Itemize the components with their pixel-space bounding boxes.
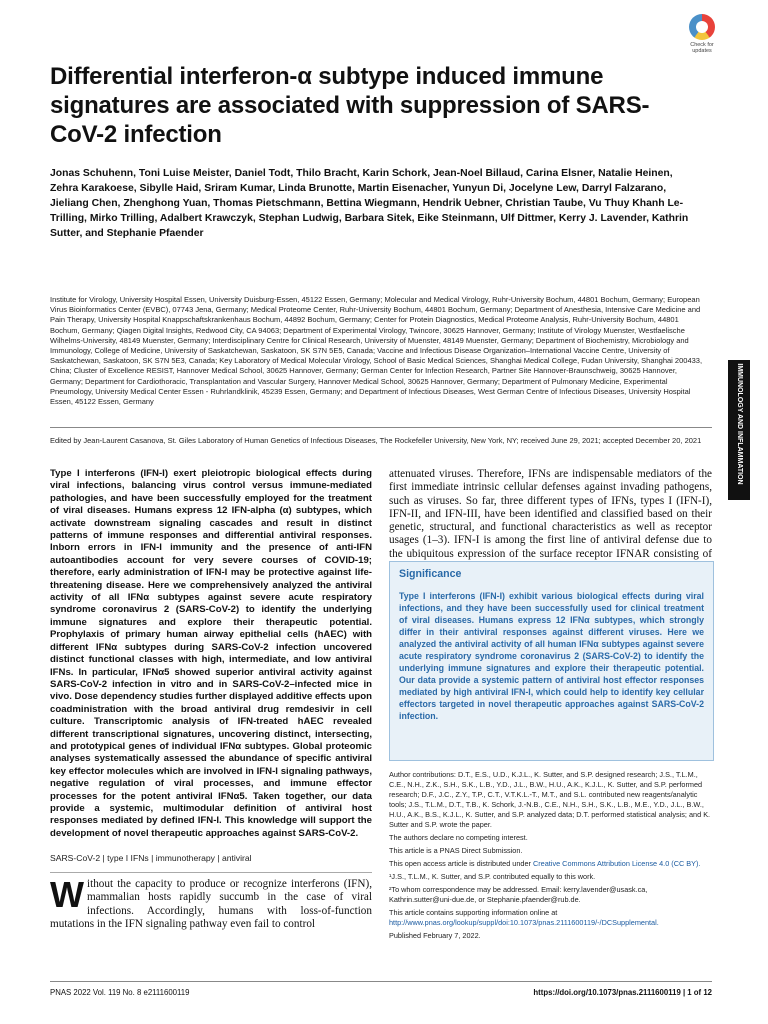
supporting-info [389, 908, 712, 928]
crossmark-icon [689, 14, 715, 40]
keywords: SARS-CoV-2 | type I IFNs | immunotherapy | antiviral [50, 853, 252, 863]
footer-doi[interactable]: https://doi.org/10.1073/pnas.2111600119 | 1 of 12 [533, 988, 712, 997]
license-note [389, 859, 712, 869]
author-contributions: Author contributions: D.T., E.S., U.D., K.J.L., K. Sutter, and S.P. designed research; J.S., T.L.M., C.E., N.H., Z.K., S.H., S.K., L.B., Y.D., J.L., B.W., H.U., A.K., K.J.L., K. Sutter, and S.P. performed research; D.F., J.C., Z.Y., T.P., C.T., V.T.K.L.-T., M.T., and S.L. contributed new reagents/analytic tools; J.S., T.L.M., D.T., T.B., K. Schork, J.-N.B., C.E., N.H., S.H., S.K., L.B., M.E., Y.D., J.L., B.W., H.U., A.K., B.S., K.J.L., K. Sutter, and S.P. analyzed data; D.T. performed statistical analysis; and K. Sutter and S.P. wrote the paper. [389, 770, 711, 829]
license-prefix: This open access article is distributed under [389, 859, 533, 868]
badge-line2: updates [692, 48, 712, 54]
body-text-right: attenuated viruses. Therefore, IFNs are indispensable mediators of the first immediate intrinsic cellular defenses against invading pathogens, such as viruses. So far, three different types of IFNs, types I (IFN-I), IFN-II, and IFN-III, have been identified and classified based on their genetic, structural, and functional characteristics as well as receptor usages (1–3). IFN-I is among the first line of antiviral defense due to the ubiquitous expression of the surface receptor IFNAR consisting of [389, 468, 712, 560]
section-tab-label: IMMUNOLOGY AND INFLAMMATION [736, 363, 743, 485]
edited-by: Edited by Jean-Laurent Casanova, St. Giles Laboratory of Human Genetics of Infectious Diseases, The Rockefeller University, New York, NY; received June 29, 2021; accepted December 20, 2021 [50, 436, 702, 445]
author-list: Jonas Schuhenn, Toni Luise Meister, Daniel Todt, Thilo Bracht, Karin Schork, Jean-Noel Billaud, Carina Elsner, Natalie Heinen, Zehra Karakoese, Sibylle Haid, Sriram Kumar, Linda Brunotte, Martin Eisenacher, Yunyun Di, Jocelyne Lew, Darryl Falzarano, Jieliang Chen, Zhenghong Yuan, Thomas Pietschmann, Bettina Wiegmann, Hendrik Uebner, Christian Taube, Vu Thuy Khanh Le-Trilling, Mirko Trilling, Adalbert Krawczyk, Stephan Ludwig, Barbara Sitek, Eike Steinmann, Ulf Dittmer, Kerry J. Lavender, Kathrin Sutter, and Stephanie Pfaender [50, 168, 689, 239]
paper-title: Differential interferon-α subtype induced immune signatures are associated with suppression of SARS-CoV-2 infection [50, 63, 650, 148]
badge-line1: Check for [690, 42, 714, 48]
affiliations: Institute for Virology, University Hospital Essen, University Duisburg-Essen, 45122 Essen, Germany; Molecular and Medical Virology, Ruhr-University Bochum, 44801 Bochum, Germany; European Virus Bioinformatics Center (EVBC), 07743 Jena, Germany; Medical Proteome Center, Ruhr-University Bochum, 44801 Bochum, Germany; Department of Anesthesia, Intensive Care Medicine and Pain Therapy, University Hospital Knappschaftskrankenhaus Bochum, 44892 Bochum, Germany; Center for Protein Diagnostics, Medical Proteome Analysis, Ruhr-University Bochum, 44801 Bochum, Germany; Qiagen Digital Insights, Redwood City, CA 94063; Department of Experimental Virology, Twincore, 30625 Hannover, Germany; Institute of Virology Muenster, Westfaelische Wilhelms-University, 48149 Muenster, Germany; Interdisciplinary Centre for Clinical Research, University of Muenster, 48149 Muenster, Germany; Department of Biochemistry, Microbiology and Immunology, College of Medicine, University of Saskatchewan, Saskatoon, SK S7N 5E5, Canada; Vaccine and Infectious Disease Organization–International Vaccine Centre, University of Saskatchewan, Saskatoon, SK S7N 5E3, Canada; Key Laboratory of Medical Molecular Virology, School of Basic Medical Sciences, Shanghai Medical College, Fudan University, Shanghai 200433, China; Cluster of Excellence RESIST, Hannover Medical School, 30625 Hannover, Germany; German Center for Infection Research, Partner Site Hannover-Braunschweig, 30625 Hannover, Germany; Department for Cardiothoracic, Transplantation and Vascular Surgery, Hannover Medical School, 30625 Hannover, Germany; Department of Pulmonary Medicine, Experimental Pneumology, University Medical Center Essen - Ruhrlandklinik, 45239 Essen, Germany; and Department of Infectious Diseases, West German Centre of Infectious Diseases, University Hospital Essen, 45122 Essen, Germany [50, 295, 703, 407]
footer-divider [50, 981, 712, 982]
equal-contribution: ¹J.S., T.L.M., K. Sutter, and S.P. contributed equally to this work. [389, 872, 596, 881]
check-for-updates-badge[interactable] [678, 14, 726, 54]
direct-submission: This article is a PNAS Direct Submission. [389, 846, 523, 855]
introduction-paragraph [50, 874, 372, 931]
footnotes [389, 770, 712, 944]
abstract: Type I interferons (IFN-I) exert pleiotropic biological effects during viral infections, balancing virus control versus immune-mediated pathologies, and have been successfully employed for the treatment of viral diseases. Humans express 12 IFN-alpha (α) subtypes, which activate downstream signaling cascades and result in distinct patterns of immune responses and differential antiviral responses. Inborn errors in IFN-I immunity and the presence of anti-IFN autoantibodies account for very severe courses of COVID-19; therefore, early administration of IFN-I may be protective against life-threatening disease. Here we comprehensively analyzed the antiviral activity of all IFNα subtypes against severe acute respiratory syndrome coronavirus 2 (SARS-CoV-2) to identify the underlying immune signatures and explore their therapeutic potential. Prophylaxis of primary human airway epithelial cells (hAEC) with different IFNα subtypes during SARS-CoV-2 infection uncovered distinct functional classes with high, intermediate, and low antiviral IFNs. In particular, IFNα5 showed superior antiviral activity against SARS-CoV-2 infection in vitro and in SARS-CoV-2–infected mice in vivo. Dose dependency studies further displayed additive effects upon coadministration with the broad antiviral drug remdesivir in cell culture. Transcriptomic analysis of IFN-treated hAEC revealed different transcriptional signatures, uncovering distinct, intersecting, and prototypical genes of individual IFNα subtypes. Global proteomic analyses systematically assessed the abundance of specific antiviral key effector molecules which are involved in IFN-I signaling pathways, negative regulation of viral processes, and immune effector processes for the potent antiviral IFNα5. Taken together, our data provide a systemic, multimodular definition of antiviral host responses mediated by defined IFN-I. This knowledge will support the development of novel therapeutic approaches against SARS-CoV-2. [50, 468, 372, 839]
significance-box [389, 561, 714, 761]
supporting-link[interactable]: http://www.pnas.org/lookup/suppl/doi:10.1073/pnas.2111600119/-/DCSupplemental. [389, 918, 659, 927]
correspondence: ²To whom correspondence may be addressed. Email: kerry.lavender@usask.ca, Kathrin.sutter@uni-due.de, or Stephanie.pfaender@rub.de. [389, 885, 648, 904]
significance-text: Type I interferons (IFN-I) exhibit various biological effects during viral infections, and they have been successfully used for clinical treatment of viral diseases. Humans express 12 IFNα subtypes, which strongly differ in their antiviral responses against different viruses. Here we analyzed the antiviral activity of all human IFNα subtypes against severe acute respiratory syndrome coronavirus 2 (SARS-CoV-2) to identify the underlying immune signatures and explore their therapeutic potential. Our data provide a systemic pattern of antiviral host effector responses mediated by high antiviral IFN-I, which could help to identify key cellular effectors targeted in novel therapeutic approaches against SARS-CoV-2 infection. [399, 591, 704, 721]
divider [50, 872, 372, 873]
divider [50, 427, 712, 428]
competing-interest: The authors declare no competing interest. [389, 833, 528, 842]
intro-text: ithout the capacity to produce or recognize interferons (IFN), mammalian hosts rapidly succumb in the case of viral infections. Accordingly, humans with loss-of-function mutations in the IFN signaling pathway even fail to control [50, 878, 372, 930]
footer-journal: PNAS 2022 Vol. 119 No. 8 e2111600119 [50, 988, 190, 997]
drop-cap: W [50, 874, 84, 915]
supporting-prefix: This article contains supporting information online at [389, 908, 558, 917]
section-tab [728, 360, 750, 500]
published-date: Published February 7, 2022. [389, 931, 481, 940]
license-link[interactable]: Creative Commons Attribution License 4.0 (CC BY). [532, 859, 701, 868]
significance-heading: Significance [399, 568, 462, 580]
